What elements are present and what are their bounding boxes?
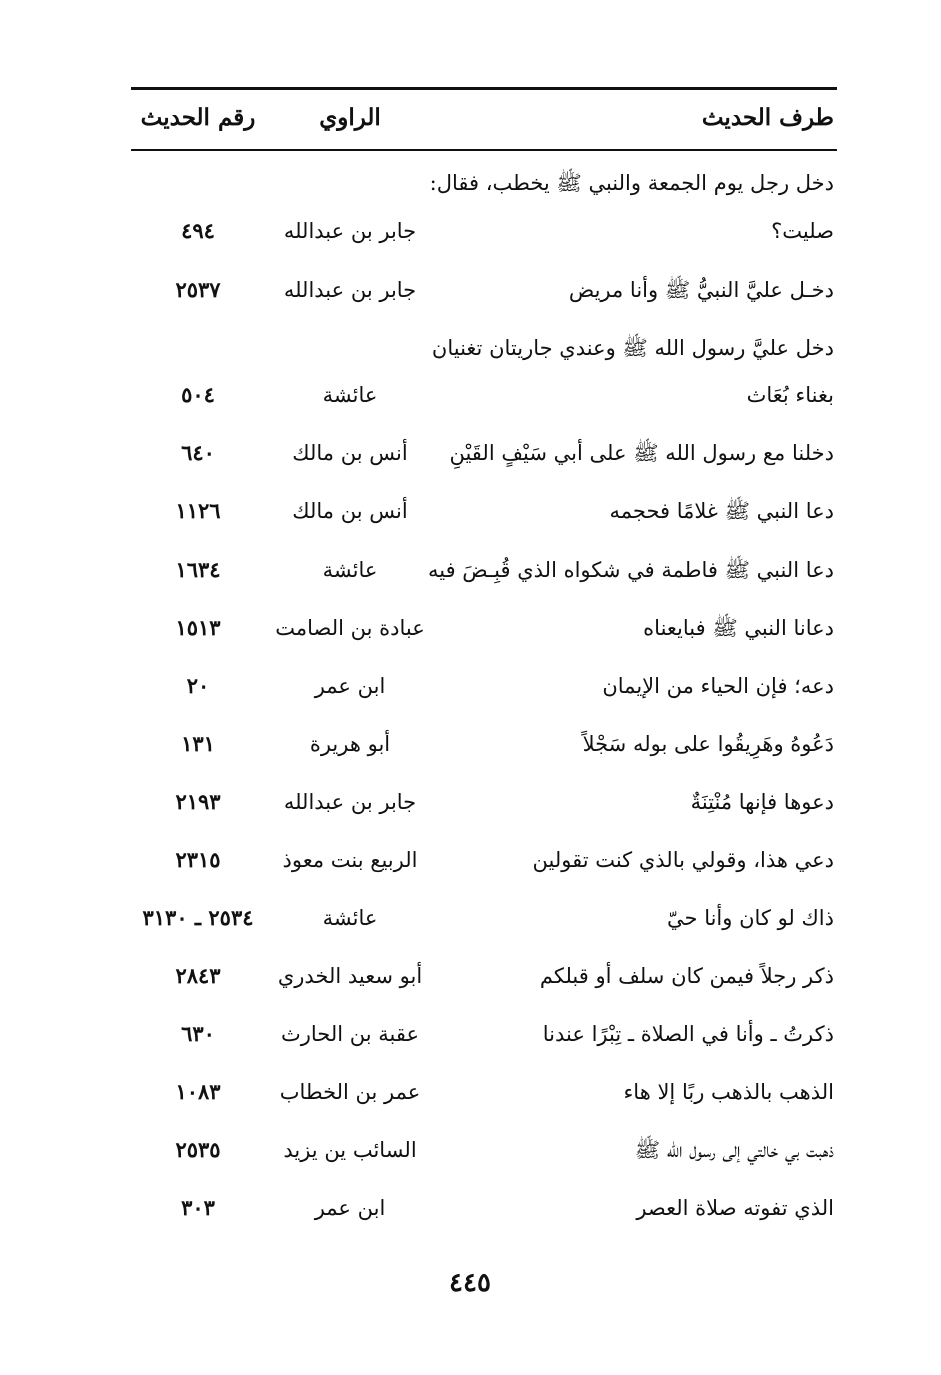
narrator-name: عائشة	[322, 558, 378, 582]
hadith-number: ٦٣٠	[181, 1021, 215, 1046]
page-number: ٤٤٥	[449, 1268, 491, 1298]
hadith-text: صليت؟	[771, 219, 834, 243]
hadith-text: دعه؛ فإن الحياء من الإيمان	[602, 674, 834, 698]
narrator-name: أبو هريرة	[309, 732, 391, 756]
table-row	[0, 898, 941, 938]
table-row	[0, 1014, 941, 1054]
hadith-number: ١٥١٣	[175, 615, 221, 640]
narrator-name: أنس بن مالك	[292, 499, 408, 523]
narrator-name: أبو سعيد الخدري	[277, 964, 423, 988]
hadith-text: دَعُوهُ وهَرِيقُوا على بوله سَجْلاً	[582, 732, 834, 756]
hadith-number: ١٣١	[181, 731, 215, 756]
hadith-number: ٢١٩٣	[175, 789, 221, 814]
table-row	[0, 608, 941, 648]
header-rule	[131, 149, 837, 151]
hadith-text: دعوها فإنها مُنْتِنَةٌ	[690, 790, 834, 814]
hadith-number: ٢٨٤٣	[175, 963, 221, 988]
hadith-number: ٢٥٣٤ ـ ٣١٣٠	[142, 905, 254, 930]
header-hadith: طرف الحديث	[701, 104, 834, 131]
hadith-text: دخل عليَّ رسول الله ﷺ وعندي جاريتان تغنيان	[431, 336, 834, 360]
table-row	[0, 724, 941, 764]
narrator-name: جابر بن عبدالله	[283, 790, 417, 814]
table-row	[0, 491, 941, 531]
hadith-text: بغناء بُعَاث	[746, 383, 834, 407]
narrator-name: جابر بن عبدالله	[283, 278, 417, 302]
hadith-number: ١٦٣٤	[175, 557, 221, 582]
hadith-number: ٥٠٤	[181, 382, 215, 407]
narrator-name: عبادة بن الصامت	[275, 616, 425, 640]
hadith-number: ١١٢٦	[175, 498, 221, 523]
narrator-name: عائشة	[322, 906, 378, 930]
header-number: رقم الحديث	[140, 104, 256, 131]
table-row	[0, 211, 941, 251]
table-row	[0, 1188, 941, 1228]
table-row	[0, 782, 941, 822]
hadith-number: ٤٩٤	[181, 218, 215, 243]
table-row	[0, 375, 941, 415]
hadith-text: الذهب بالذهب ربًا إلا هاء	[623, 1080, 834, 1104]
hadith-text: الذي تفوته صلاة العصر	[636, 1196, 834, 1220]
hadith-number: ٢٠	[186, 673, 210, 698]
hadith-text: ذكرتُ ـ وأنا في الصلاة ـ تِبْرًا عندنا	[542, 1022, 834, 1046]
hadith-text: ذاك لو كان وأنا حيّ	[667, 906, 834, 930]
narrator-name: ابن عمر	[314, 1196, 386, 1220]
hadith-text: ذهبت بي خالتي إلى رسول الله ﷺ	[634, 1138, 834, 1162]
top-rule	[131, 87, 837, 90]
hadith-text: دخلنا مع رسول الله ﷺ على أبي سَيْفٍ القَيْنِ	[449, 441, 834, 465]
hadith-text: ذكر رجلاً فيمن كان سلف أو قبلكم	[539, 964, 834, 988]
narrator-name: عائشة	[322, 383, 378, 407]
hadith-number: ١٠٨٣	[175, 1079, 221, 1104]
table-row	[0, 328, 941, 368]
hadith-text: دعا النبي ﷺ غلامًا فحجمه	[609, 499, 834, 523]
hadith-text: دخـل عليَّ النبيُّ ﷺ وأنا مريض	[568, 278, 834, 302]
table-row	[0, 666, 941, 706]
hadith-text: دعا النبي ﷺ فاطمة في شكواه الذي قُبِـضَ فيه	[427, 558, 834, 582]
table-row	[0, 163, 941, 203]
table-row	[0, 1130, 941, 1170]
header-narrator: الراوي	[319, 104, 381, 131]
hadith-text: دخل رجل يوم الجمعة والنبي ﷺ يخطب، فقال:	[429, 171, 834, 195]
hadith-number: ٣٠٣	[181, 1195, 215, 1220]
table-row	[0, 956, 941, 996]
hadith-number: ٢٥٣٧	[175, 277, 221, 302]
table-row	[0, 840, 941, 880]
narrator-name: عمر بن الخطاب	[279, 1080, 421, 1104]
table-row	[0, 1072, 941, 1112]
table-row	[0, 433, 941, 473]
narrator-name: السائب ين يزيد	[283, 1138, 417, 1162]
narrator-name: ابن عمر	[314, 674, 386, 698]
table-row	[0, 550, 941, 590]
narrator-name: أنس بن مالك	[292, 441, 408, 465]
hadith-number: ٢٣١٥	[175, 847, 221, 872]
hadith-text: دعانا النبي ﷺ فبايعناه	[643, 616, 834, 640]
narrator-name: الربيع بنت معوذ	[282, 848, 418, 872]
hadith-text: دعي هذا، وقولي بالذي كنت تقولين	[532, 848, 834, 872]
hadith-number: ٦٤٠	[181, 440, 215, 465]
table-row	[0, 270, 941, 310]
hadith-number: ٢٥٣٥	[175, 1137, 221, 1162]
narrator-name: جابر بن عبدالله	[283, 219, 417, 243]
narrator-name: عقبة بن الحارث	[280, 1022, 420, 1046]
